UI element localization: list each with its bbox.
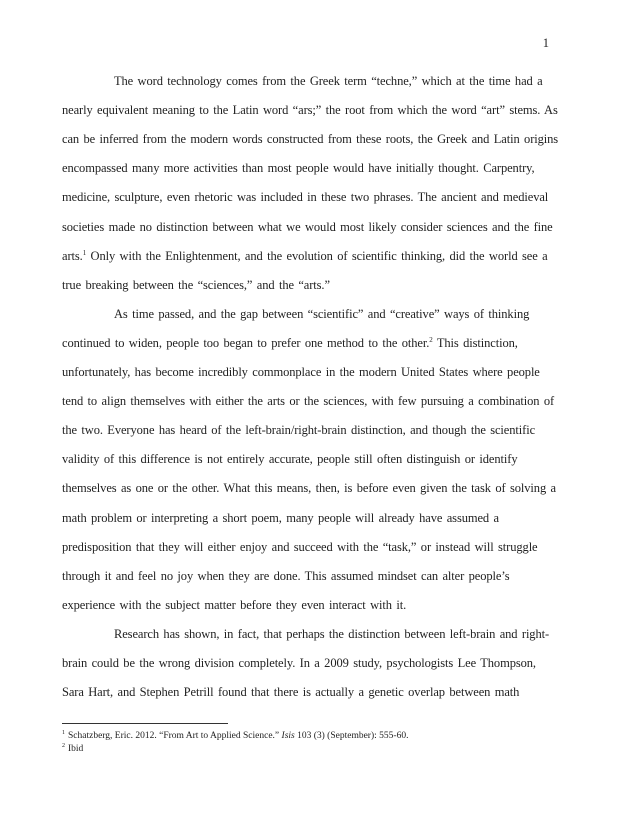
line-text: math problem or interpreting a short poem, many people will already have assumed a — [62, 510, 499, 525]
body-line — [114, 74, 543, 89]
line-text: continued to widen, people too began to prefer one method to the other. — [62, 335, 430, 350]
footnote-reference: 2 — [429, 335, 433, 344]
body-line — [114, 307, 529, 322]
line-text: arts. — [62, 248, 83, 263]
body-line — [62, 569, 509, 584]
line-text: Research has shown, in fact, that perhaps the distinction between left-brain and right- — [114, 626, 550, 641]
body-line — [62, 249, 548, 264]
body-line — [62, 423, 535, 438]
line-text: through it and feel no joy when they are done. This assumed mindset can alter people’s — [62, 568, 510, 583]
footnote-journal: Isis — [281, 731, 295, 741]
line-text-continued: Only with the Enlightenment, and the evolution of scientific thinking, did the world see a — [86, 248, 548, 263]
line-text: nearly equivalent meaning to the Latin word “ars;” the root from which the word “art” stems. As — [62, 103, 558, 118]
line-text: tend to align themselves with either the arts or the sciences, with few pursuing a combination of — [62, 394, 555, 409]
footnote-separator — [62, 723, 228, 724]
body-line — [62, 365, 540, 380]
body-line — [62, 336, 518, 351]
line-text: societies made no distinction between what we would most likely consider sciences and the fine — [62, 219, 553, 234]
footnote-number: 1 — [62, 729, 65, 736]
line-text: Sara Hart, and Stephen Petrill found that there is actually a genetic overlap between math — [62, 685, 520, 700]
line-text: brain could be the wrong division completely. In a 2009 study, psychologists Lee Thompson, — [62, 656, 536, 670]
line-text: As time passed, and the gap between “scientific” and “creative” ways of thinking — [114, 306, 530, 321]
body-line — [62, 132, 558, 147]
body-line — [62, 161, 535, 176]
line-text: unfortunately, has become incredibly commonplace in the modern United States where people — [62, 365, 540, 379]
body-line — [114, 627, 549, 642]
footnote-text-continued: 103 (3) (September): 555-60. — [294, 731, 409, 741]
body-line — [62, 656, 536, 671]
body-line — [62, 511, 499, 526]
footnote-number: 2 — [62, 742, 65, 749]
footnote — [62, 731, 408, 741]
line-text: The word technology comes from the Greek term “techne,” which at the time had a — [114, 74, 543, 88]
body-line — [62, 278, 330, 293]
page-number: 1 — [542, 36, 549, 50]
body-line — [62, 103, 558, 118]
line-text: predisposition that they will either enjoy and succeed with the “task,” or instead will struggle — [62, 539, 538, 554]
footnote-text: Schatzberg, Eric. 2012. “From Art to Applied Science.” — [68, 731, 282, 741]
footnote-reference: 1 — [82, 248, 87, 257]
body-line — [62, 481, 556, 496]
body-line — [62, 190, 548, 205]
line-text: can be inferred from the modern words constructed from these roots, the Greek and Latin origins — [62, 132, 559, 147]
body-line — [62, 394, 554, 409]
body-line — [62, 220, 553, 235]
footnote — [62, 744, 83, 754]
body-line — [62, 685, 519, 700]
line-text: experience with the subject matter before they even interact with it. — [62, 597, 407, 612]
line-text: medicine, sculpture, even rhetoric was included in these two phrases. The ancient and medieval — [62, 190, 549, 205]
line-text: themselves as one or the other. What this means, then, is before even given the task of solving a — [62, 481, 556, 496]
body-line — [62, 540, 538, 555]
line-text: validity of this difference is not entirely accurate, people still often distinguish or identify — [62, 452, 518, 467]
line-text-continued: This distinction, — [432, 335, 518, 350]
body-line — [62, 598, 406, 613]
line-text: the two. Everyone has heard of the left-brain/right-brain distinction, and though the scientific — [62, 423, 536, 438]
line-text: true breaking between the “sciences,” and the “arts.” — [62, 277, 330, 292]
footnote-text: Ibid — [68, 744, 84, 754]
line-text: encompassed many more activities than most people would have initially thought. Carpentry, — [62, 161, 535, 176]
body-line — [62, 452, 517, 467]
